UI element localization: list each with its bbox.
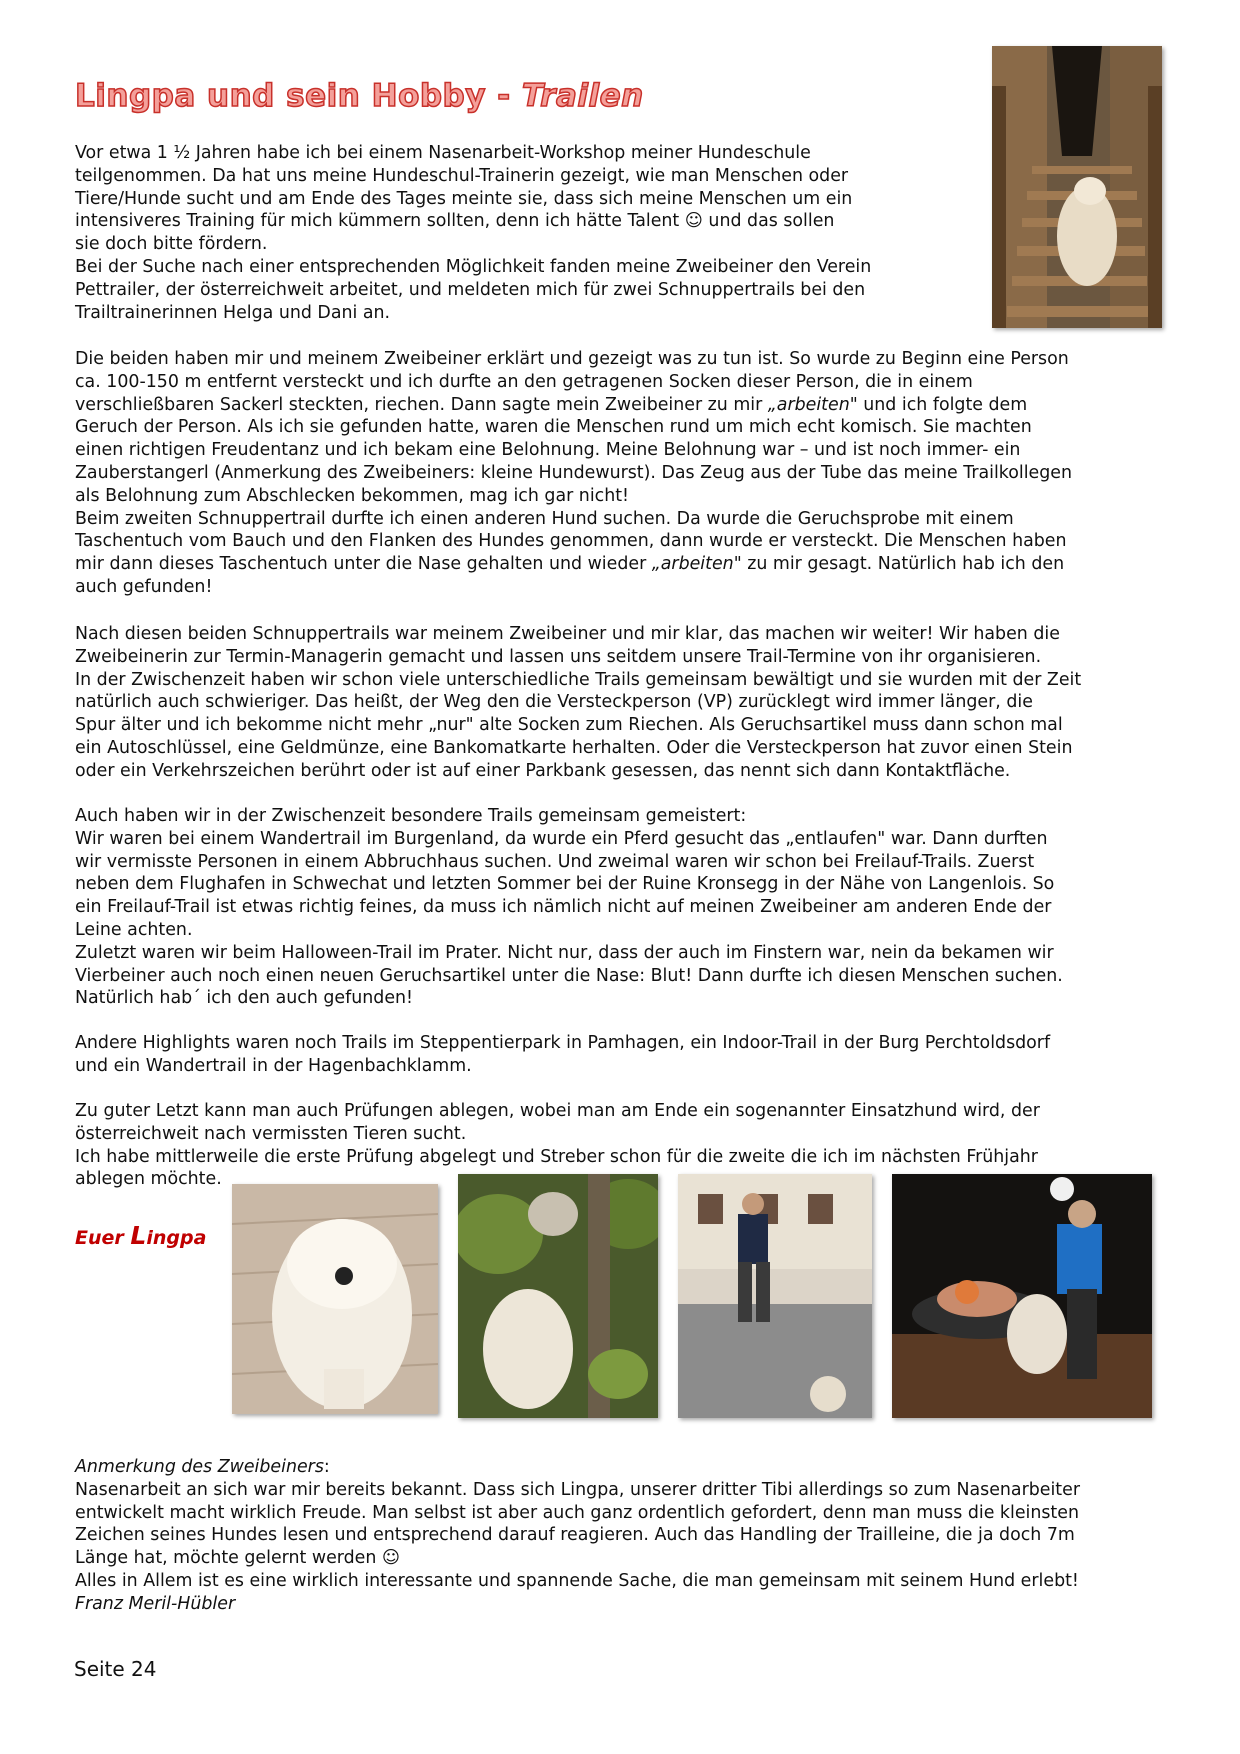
page-number: Seite 24: [74, 1657, 157, 1681]
page-title: Lingpa und sein Hobby - Trailen: [75, 78, 644, 114]
signature: Euer Lingpa: [75, 1221, 207, 1250]
photo-search-woman-dog: [458, 1174, 658, 1418]
photo-halloween-trail: [892, 1174, 1152, 1418]
intro-paragraph: Vor etwa 1 ½ Jahren habe ich bei einem Nasenarbeit-Workshop meiner Hundeschule teilgenommen. Da hat uns meine Hundeschul-Trainerin gezeigt, wie man Menschen oder Tiere/Hunde sucht und am Ende des Tages meinte sie, dass sich meine Menschen um ein intensiveres Training für mich kümmern sollten, denn ich hätte Talent ☺ und das sollen sie doch bitte fördern. Bei der Suche nach einer entsprechenden Möglichkeit fanden meine Zweibeiner den Verein Pettrailer, der österreichweit arbeitet, und meldeten mich für zwei Schnuppertrails bei den Trailtrainerinnen Helga und Dani an.: [75, 143, 872, 323]
photo-street-trail: [678, 1174, 872, 1418]
progress-paragraph: Nach diesen beiden Schnuppertrails war meinem Zweibeiner und mir klar, das machen wir weiter! Wir haben die Zweibeinerin zur Termin-Managerin gemacht und lassen uns seitdem unsere Trail-Termine von ihr organisieren. In der Zwischenzeit haben wir schon viele unterschiedliche Trails gemeinsam bewältigt und sie wurden mit der Zeit natürlich auch schwieriger. Das heißt, der Weg den die Versteckperson (VP) zurücklegt wird immer länger, die Spur älter und ich bekomme nicht mehr „nur" alte Socken zum Riechen. Als Geruchsartikel muss dann schon mal ein Autoschlüssel, eine Geldmünze, eine Bankomatkarte herhalten. Oder die Versteckperson hat zuvor einen Stein oder ein Verkehrszeichen berührt oder ist auf einer Parkbank gesessen, das nennt sich dann Kontaktfläche.: [75, 624, 1082, 781]
author-name: Franz Meril-Hübler: [75, 1593, 236, 1614]
exam-paragraph: Zu guter Letzt kann man auch Prüfungen ablegen, wobei man am Ende ein sogenannter Einsatzhund wird, der österreichweit nach vermissten Tieren sucht. Ich habe mittlerweile die erste Prüfung abgelegt und Streber schon für die zweite die ich im nächsten Frühjahr ablegen möchte.: [75, 1101, 1040, 1190]
special-trails-paragraph: Auch haben wir in der Zwischenzeit besondere Trails gemeinsam gemeistert: Wir waren bei einem Wandertrail im Burgenland, da wurde ein Pferd gesucht das „entlaufen" war. Dann durften wir vermisste Personen in einem Abbruchhaus suchen. Und zweimal waren wir schon bei Freilauf-Trails. Zuerst neben dem Flughafen in Schwechat und letzten Sommer bei der Ruine Kronsegg in der Nähe von Langenlois. So ein Freilauf-Trail ist etwas richtig feines, da muss ich nämlich nicht auf meinen Zweibeiner am anderen Ende der Leine achten. Zuletzt waren wir beim Halloween-Trail im Prater. Nicht nur, dass der auch im Finstern war, nein da bekamen wir Vierbeiner auch noch einen neuen Geruchsartikel unter die Nase: Blut! Dann durfte ich diesen Menschen suchen. Natürlich hab´ ich den auch gefunden!: [75, 806, 1063, 1009]
photo-dog-portrait: [232, 1184, 438, 1414]
first-trails-paragraph: Die beiden haben mir und meinem Zweibeiner erklärt und gezeigt was zu tun ist. So wurde zu Beginn eine Person ca. 100-150 m entfernt versteckt und ich durfte an den getragenen Socken dieser Person, die in einem verschließbaren Sackerl steckten, riechen. Dann sagte mein Zweibeiner zu mir „arbeiten" und ich folgte dem Geruch der Person. Als ich sie gefunden hatte, waren die Menschen rund um mich echt komisch. Sie machten einen richtigen Freudentanz und ich bekam eine Belohnung. Meine Belohnung war – und ist noch immer- ein Zauberstangerl (Anmerkung des Zweibeiners: kleine Hundewurst). Das Zeug aus der Tube das meine Trailkollegen als Belohnung zum Abschlecken bekommen, mag ich gar nicht! Beim zweiten Schnuppertrail durfte ich einen anderen Hund suchen. Da wurde die Geruchsprobe mit einem Taschentuch vom Bauch und den Flanken des Hundes genommen, dann wurde er versteckt. Die Menschen haben mir dann dieses Taschentuch unter die Nase gehalten und wieder „arbeiten" zu mir gesagt. Natürlich hab ich den auch gefunden!: [75, 349, 1073, 597]
highlights-paragraph: Andere Highlights waren noch Trails im Steppentierpark in Pamhagen, ein Indoor-Trail in der Burg Perchtoldsdorf und ein Wandertrail in der Hagenbachklamm.: [75, 1033, 1051, 1076]
photo-dog-on-stairs: [992, 46, 1162, 328]
owner-note-paragraph: Anmerkung des Zweibeiners: Nasenarbeit an sich war mir bereits bekannt. Dass sich Lingpa, unserer dritter Tibi allerdings so zum Nasenarbeiter entwickelt macht wirklich Freude. Man selbst ist aber auch ganz ordentlich gefordert, denn man muss die kleinsten Zeichen seines Hundes lesen und entsprechend darauf reagieren. Auch das Handling der Trailleine, die ja doch 7m Länge hat, möchte gelernt werden ☺ Alles in Allem ist es eine wirklich interessante und spannende Sache, die man gemeinsam mit seinem Hund erlebt! Franz Meril-Hübler: [75, 1457, 1080, 1614]
